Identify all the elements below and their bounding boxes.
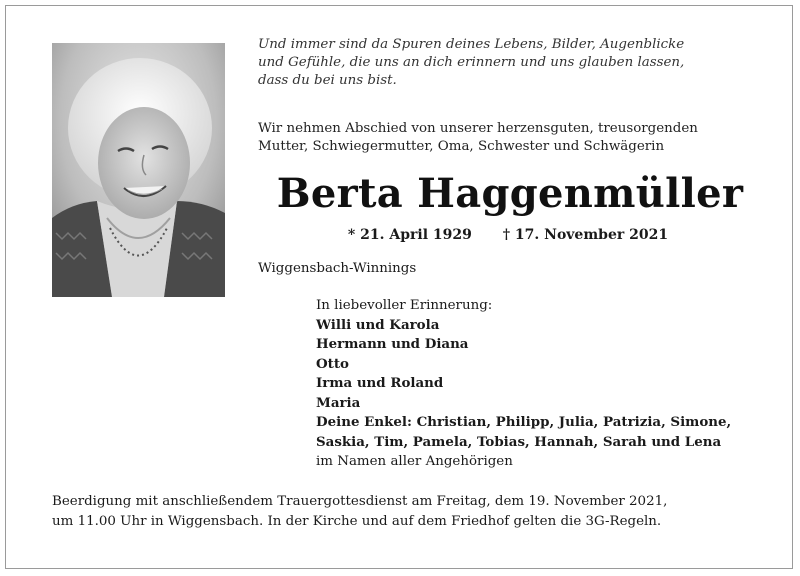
life-dates [258,225,758,245]
quote-line: dass du bei uns bist. [258,73,397,88]
hometown: Wiggensbach-Winnings [258,261,417,276]
portrait-photo [52,43,225,297]
birth-date: * 21. April 1929 [347,227,472,243]
funeral-line: um 11.00 Uhr in Wiggensbach. In der Kirche und auf dem Friedhof gelten die 3G-Regeln. [52,514,662,529]
quote-line: Und immer sind da Spuren deines Lebens, Bilder, Augenblicke [258,37,685,52]
mourner-entry: Deine Enkel: Christian, Philipp, Julia, Patrizia, Simone, [316,414,732,430]
mourners-footer: im Namen aller Angehörigen [316,454,513,469]
funeral-details [52,492,772,532]
intro-line: Wir nehmen Abschied von unserer herzensguten, treusorgenden [258,121,698,136]
mourner-entry: Willi und Karola [316,316,440,333]
death-date: † 17. November 2021 [502,227,669,243]
mourner-entry: Saskia, Tim, Pamela, Tobias, Hannah, Sarah und Lena [316,433,722,450]
mourner-entry: Irma und Roland [316,375,444,391]
intro-line: Mutter, Schwiegermutter, Oma, Schwester und Schwägerin [258,139,665,154]
funeral-line: Beerdigung mit anschließendem Trauergottesdienst am Freitag, dem 19. November 2021, [52,494,668,509]
quote-line: und Gefühle, die uns an dich erinnern und uns glauben lassen, [258,55,685,70]
mourner-entry: Otto [316,355,349,372]
mourners-heading: In liebevoller Erinnerung: [316,298,493,313]
memorial-quote [258,36,758,90]
mourner-entry: Maria [316,394,361,411]
mourner-entry: Hermann und Diana [316,336,469,352]
farewell-intro [258,120,758,156]
mourners-list [316,296,776,472]
deceased-name: Berta Haggenmüller [276,170,744,217]
